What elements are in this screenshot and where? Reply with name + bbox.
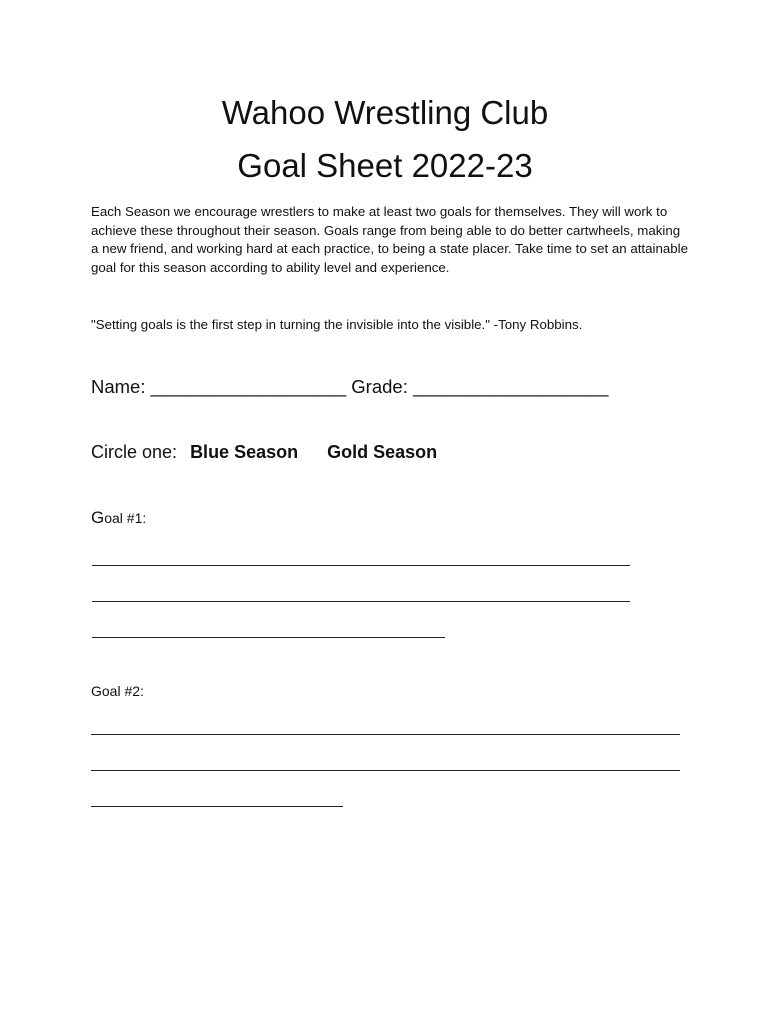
goal-1-line-1[interactable] (92, 565, 630, 566)
name-field[interactable]: ___________________ (150, 376, 347, 397)
goal-2-line-2[interactable] (91, 770, 680, 771)
name-grade-row (91, 375, 608, 399)
season-choice-row (91, 440, 437, 464)
goal-2-label: Goal #2: (91, 683, 144, 699)
blue-season-option[interactable]: Blue Season (190, 442, 299, 462)
goal-2-line-3[interactable] (91, 806, 343, 807)
gold-season-option[interactable]: Gold Season (327, 442, 438, 462)
name-label: Name: (91, 376, 146, 397)
grade-label: Grade: (351, 376, 408, 397)
page-subtitle: Goal Sheet 2022-23 (237, 147, 533, 184)
goal-1-label (91, 509, 146, 527)
goal-1-label-rest: oal #1: (104, 510, 147, 526)
page-title: Wahoo Wrestling Club (221, 94, 549, 131)
intro-paragraph: Each Season we encourage wrestlers to make at least two goals for themselves. They will work to achieve these throughout their season. Goals range from being able to do better cartwheels, making a new friend, and working hard at each practice, to being a state placer. Take time to set an attainable goal for this season according to ability level and experience. (91, 204, 689, 275)
goal-1-label-initial: G (91, 508, 105, 527)
season-prompt: Circle one: (91, 442, 178, 462)
goal-1-line-2[interactable] (92, 601, 630, 602)
grade-field[interactable]: ___________________ (412, 376, 609, 397)
goal-2-line-1[interactable] (91, 734, 680, 735)
goal-1-line-3[interactable] (92, 637, 445, 638)
quote-text: "Setting goals is the first step in turning the invisible into the visible." -Tony Robbins. (91, 317, 583, 332)
